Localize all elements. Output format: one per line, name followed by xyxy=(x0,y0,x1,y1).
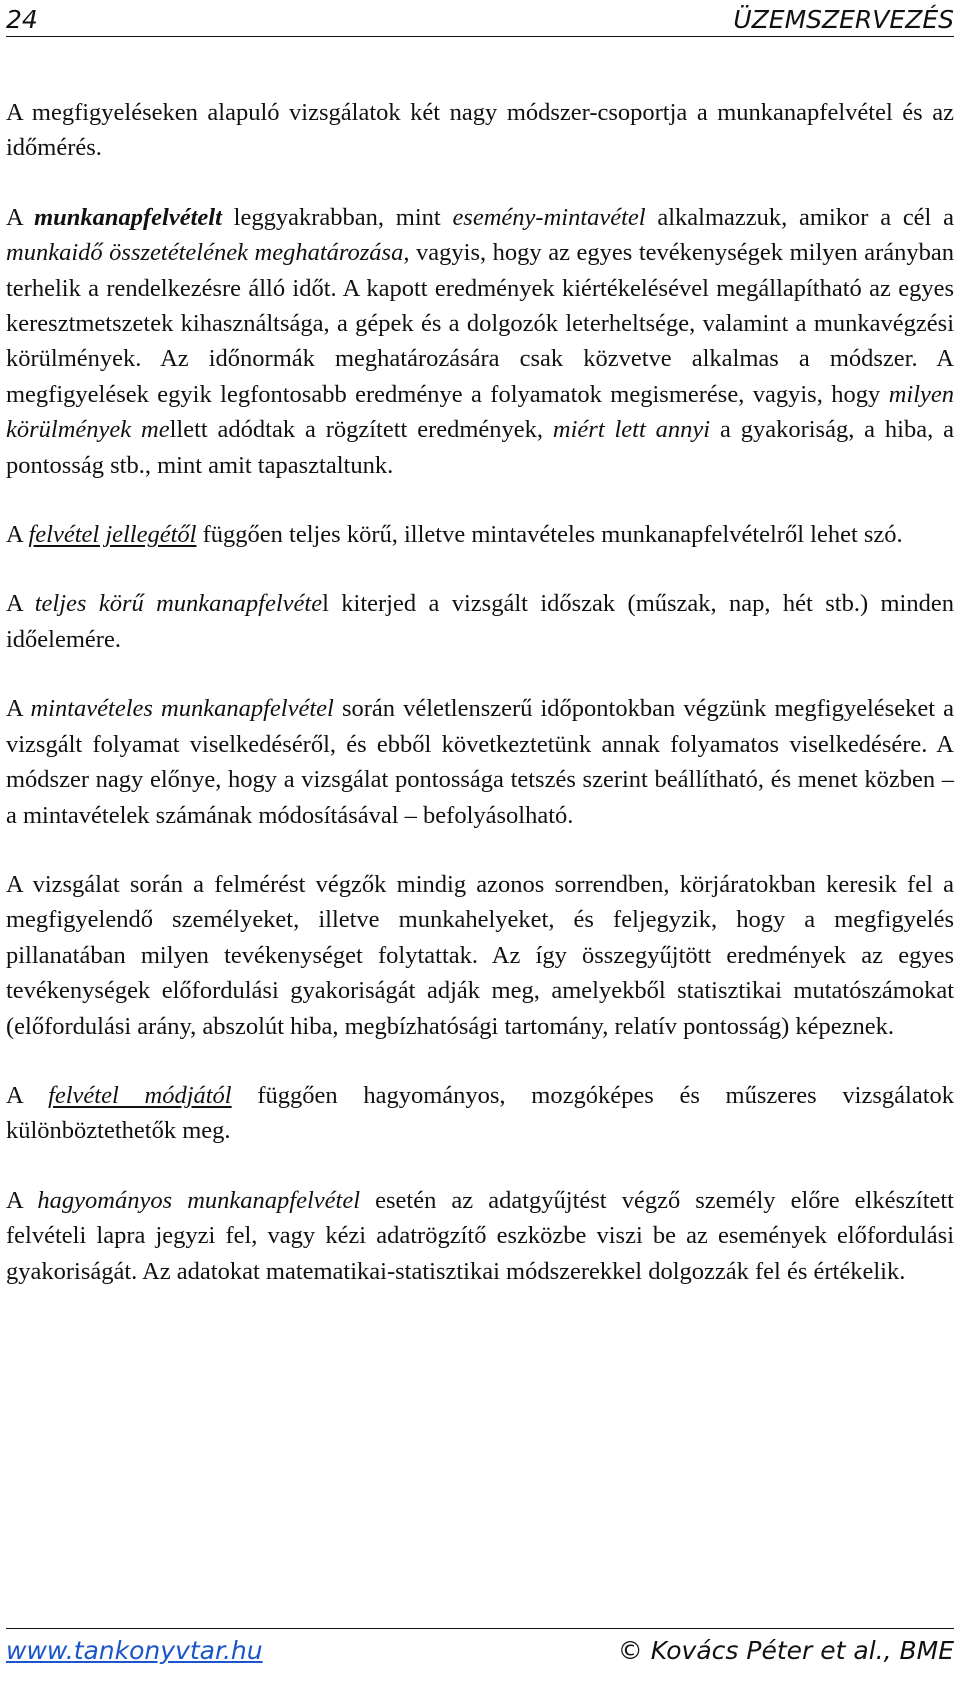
term-munkaido-osszetetel: munkaidő összetételének meghatározása xyxy=(6,239,404,267)
text-run: A xyxy=(6,1186,38,1214)
body-text xyxy=(6,95,954,1323)
term-munkanapfelvetelt: munkanapfelvételt xyxy=(34,203,222,231)
copyright-notice: © Kovács Péter et al., BME xyxy=(617,1636,954,1665)
paragraph-1: A megfigyeléseken alapuló vizsgálatok két nagy módszer-csoportja a munkanapfelvétel és az időmérés. xyxy=(6,99,954,162)
text-run: során véletlenszerű időpontokban végzünk megfigyeléseket a vizsgált folyamat viselkedéséről, és ebből következtetünk annak folyamatos viselkedésére. A módszer nagy előnye, hogy a vizsgálat pontossága tetszés szerint beállítható, és menet közben – a mintavételek számának módosításával – befolyásolható. xyxy=(6,695,955,829)
text-run: A xyxy=(6,521,29,549)
text-run: alkalmazzuk, amikor a cél a xyxy=(645,203,954,231)
text-run: A xyxy=(6,1081,49,1109)
text-run: A xyxy=(6,203,35,231)
text-run: A xyxy=(6,590,35,618)
page-number: 24 xyxy=(6,5,38,34)
page-header xyxy=(6,4,954,37)
running-title: ÜZEMSZERVEZÉS xyxy=(733,5,954,34)
text-run: llett adódtak a rögzített eredmények, xyxy=(169,416,553,444)
paragraph-7 xyxy=(6,1078,954,1149)
term-hagyomanyos: hagyományos munkanapfelvétel xyxy=(37,1186,361,1214)
paragraph-6: A vizsgálat során a felmérést végzők mindig azonos sorrendben, körjáratokban keresik fel a megfigyelendő személyeket, illetve munkahelyeket, és feljegyzik, hogy a megfigyelés pillanatában milyen tevékenységet folytattak. Az így összegyűjtött eredmények az egyes tevékenységek előfordulási gyakoriságát adják meg, amelyekből statisztikai mutatószámokat (előfordulási arány, abszolút hiba, megbízhatósági tartomány, relatív pontosság) képeznek. xyxy=(6,870,954,1040)
text-run: A xyxy=(6,695,31,723)
term-esemeny-mintavetel: esemény-mintavétel xyxy=(452,203,646,231)
paragraph-2 xyxy=(6,200,954,483)
paragraph-4 xyxy=(6,586,954,657)
text-run: a gyakoriság, a hiba, a pontosság stb., mint amit tapasztaltunk. xyxy=(6,416,954,479)
paragraph-5 xyxy=(6,691,954,833)
paragraph-8 xyxy=(6,1183,954,1289)
text-run: l kiterjed a vizsgált időszak (műszak, nap, hét stb.) minden időelemére. xyxy=(6,590,954,653)
term-milyen-korulmenyek: milyen körülmények me xyxy=(6,380,954,444)
paragraph-3 xyxy=(6,517,954,552)
term-felvetel-modjatol: felvétel módjától xyxy=(48,1081,232,1109)
text-run: , vagyis, hogy az egyes tevékenységek milyen arányban terhelik a rendelkezésre álló időt. A kapott eredmények kiértékelésével megállapítható az egyes keresztmetszetek kihasználtsága, a gépek és a dolgozók leterheltsége, valamint a munkavégzési körülmények. Az időnormák meghatározására csak közvetve alkalmas a módszer. A megfigyelések egyik legfontosabb eredménye a folyamatok megismerése, vagyis, hogy xyxy=(6,239,954,408)
website-link[interactable]: www.tankonyvtar.hu xyxy=(6,1636,263,1665)
term-mintaveteles: mintavételes munkanapfelvétel xyxy=(30,695,334,723)
term-felvetel-jellegetol: felvétel jellegétől xyxy=(28,521,197,549)
text-run: esetén az adatgyűjtést végző személy előre elkészített felvételi lapra jegyzi fel, vagy kézi adatrögzítő eszközbe viszi be az események előfordulási gyakoriságát. Az adatokat matematikai-statisztikai módszerekkel dolgozzák fel és értékelik. xyxy=(6,1186,954,1285)
text-run: függően hagyományos, mozgóképes és műszeres vizsgálatok különböztethetők meg. xyxy=(6,1081,955,1145)
term-miert-lett-annyi: miért lett annyi xyxy=(552,416,711,444)
page-footer xyxy=(6,1628,954,1665)
text-run: leggyakrabban, mint xyxy=(221,203,453,231)
term-teljes-koru: teljes körű munkanapfelvéte xyxy=(34,590,323,618)
text-run: függően teljes körű, illetve mintavételes munkanapfelvételről lehet szó. xyxy=(196,521,903,549)
